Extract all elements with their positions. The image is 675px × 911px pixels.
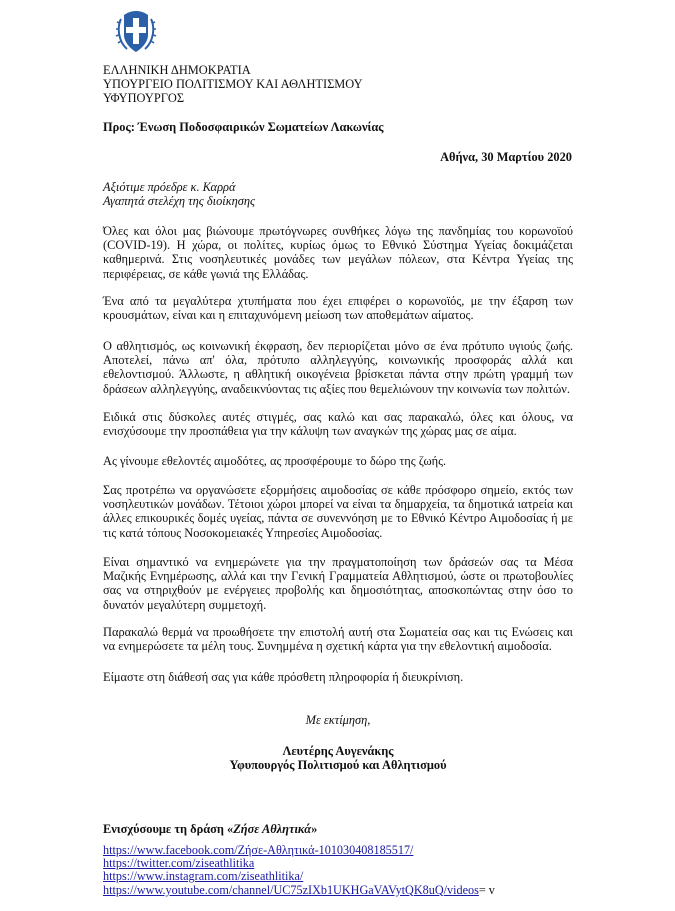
signatory-title: Υφυπουργός Πολιτισμού και Αθλητισμού bbox=[229, 758, 447, 772]
paragraph-7: Είναι σημαντικό να ενημερώνετε για την πραγματοποίηση των δράσεών σας τα Μέσα Μαζικής Ενημέρωσης, αλλά και την Γενική Γραμματεία Αθλητισμού, ώστε οι πρωτοβουλίες σας να στηριχθούν με ενέργειες προβολής και δημοσιότητας, αποσκοπώντας στην όσο το δυνατόν μεγαλύτερη συμμετοχή. bbox=[103, 555, 573, 612]
paragraph-4: Ειδικά στις δύσκολες αυτές στιγμές, σας καλώ και σας παρακαλώ, όλες και όλους, να ενισχύσουμε την προσπάθεια για την κάλυψη των αναγκών της χώρας μας σε αίμα. bbox=[103, 410, 573, 439]
header-line-ministry: ΥΠΟΥΡΓΕΙΟ ΠΟΛΙΤΙΣΜΟΥ ΚΑΙ ΑΘΛΗΤΙΣΜΟΥ bbox=[103, 77, 363, 91]
paragraph-3: Ο αθλητισμός, ως κοινωνική έκφραση, δεν περιορίζεται μόνο σε ένα πρότυπο υγιούς ζωής. Αποτελεί, πάνω απ' όλα, πρότυπο αλληλεγγύης, κοινωνικής προσφοράς αλλά και εθελοντισμού. Άλλωστε, η αθλητική οικογένεια βρίσκεται πάντα στην πρώτη γραμμή των δράσεων αλληλεγγύης, αναδεικνύοντας τις αξίες που θεμελιώνουν την κοινωνία των πολιτών. bbox=[103, 339, 573, 396]
recipient-line: Προς: Ένωση Ποδοσφαιρικών Σωματείων Λακωνίας bbox=[103, 120, 384, 134]
ministry-header bbox=[103, 63, 363, 105]
twitter-link[interactable]: https://twitter.com/ziseathlitika bbox=[103, 856, 255, 871]
campaign-name: Ζήσε Αθλητικά bbox=[233, 822, 312, 836]
greek-state-emblem-icon bbox=[115, 9, 157, 55]
letter-date: Αθήνα, 30 Μαρτίου 2020 bbox=[440, 150, 572, 164]
header-line-deputy-minister: ΥΦΥΠΟΥΡΓΟΣ bbox=[103, 91, 185, 105]
facebook-link[interactable]: https://www.facebook.com/Ζήσε-Αθλητικά-101030408185517/ bbox=[103, 843, 414, 857]
social-links bbox=[103, 844, 495, 897]
salutation bbox=[103, 180, 255, 208]
salutation-line-1: Αξιότιμε πρόεδρε κ. Καρρά bbox=[103, 180, 236, 194]
youtube-link[interactable]: https://www.youtube.com/channel/UC75zIXb1UKHGaVAVytQK8uQ/videos bbox=[103, 882, 479, 897]
paragraph-9: Είμαστε στη διάθεσή σας για κάθε πρόσθετη πληροφορία ή διευκρίνιση. bbox=[103, 670, 464, 684]
paragraph-6: Σας προτρέπω να οργανώσετε εξορμήσεις αιμοδοσίας σε κάθε πρόσφορο σημείο, εκτός των νοσηλευτικών μονάδων. Τέτοιοι χώροι μπορεί να είναι τα δημαρχεία, τα δημοτικά ιατρεία και άλλες επικουρικές δομές υγείας, πάντα σε συνεννόηση με το Εθνικό Κέντρο Αιμοδοσίας ή με τις κατά τόπους Νοσοκομειακές Υπηρεσίες Αιμοδοσίας. bbox=[103, 483, 573, 540]
campaign-support-line: Ενισχύσουμε τη δράση «Ζήσε Αθλητικά» bbox=[103, 822, 318, 836]
salutation-line-2: Αγαπητά στελέχη της διοίκησης bbox=[103, 194, 256, 208]
closing-regards: Με εκτίμηση, bbox=[305, 713, 371, 727]
instagram-link[interactable]: https://www.instagram.com/ziseathlitika/ bbox=[103, 869, 304, 884]
closing-block bbox=[103, 713, 573, 772]
signatory-name: Λευτέρης Αυγενάκης bbox=[282, 744, 394, 758]
paragraph-1: Όλες και όλοι μας βιώνουμε πρωτόγνωρες συνθήκες λόγω της πανδημίας του κορωνοϊού (COVID-19). Η χώρα, οι πολίτες, κυρίως όμως το Εθνικό Σύστημα Υγείας δοκιμάζεται καθημερινά. Στις νοσηλευτικές μονάδες των μεγάλων πόλεων, στα Κέντρα Υγείας της περιφέρειας, σε κάθε γωνιά της Ελλάδας. bbox=[103, 224, 573, 281]
paragraph-8: Παρακαλώ θερμά να προωθήσετε την επιστολή αυτή στα Σωματεία σας και τις Ενώσεις και να ενημερώσετε τα μέλη τους. Συνημμένα η σχετική κάρτα για την εθελοντική αιμοδοσία. bbox=[103, 625, 573, 654]
header-line-republic: ΕΛΛΗΝΙΚΗ ΔΗΜΟΚΡΑΤΙΑ bbox=[103, 63, 251, 77]
youtube-link-tail: = v bbox=[478, 882, 495, 897]
paragraph-2: Ένα από τα μεγαλύτερα χτυπήματα που έχει επιφέρει ο κορωνοϊός, με την έξαρση των κρουσμάτων, είναι και η επιταχυνόμενη μείωση των αποθεμάτων αίματος. bbox=[103, 294, 573, 323]
paragraph-5: Ας γίνουμε εθελοντές αιμοδότες, ας προσφέρουμε το δώρο της ζωής. bbox=[103, 454, 447, 468]
